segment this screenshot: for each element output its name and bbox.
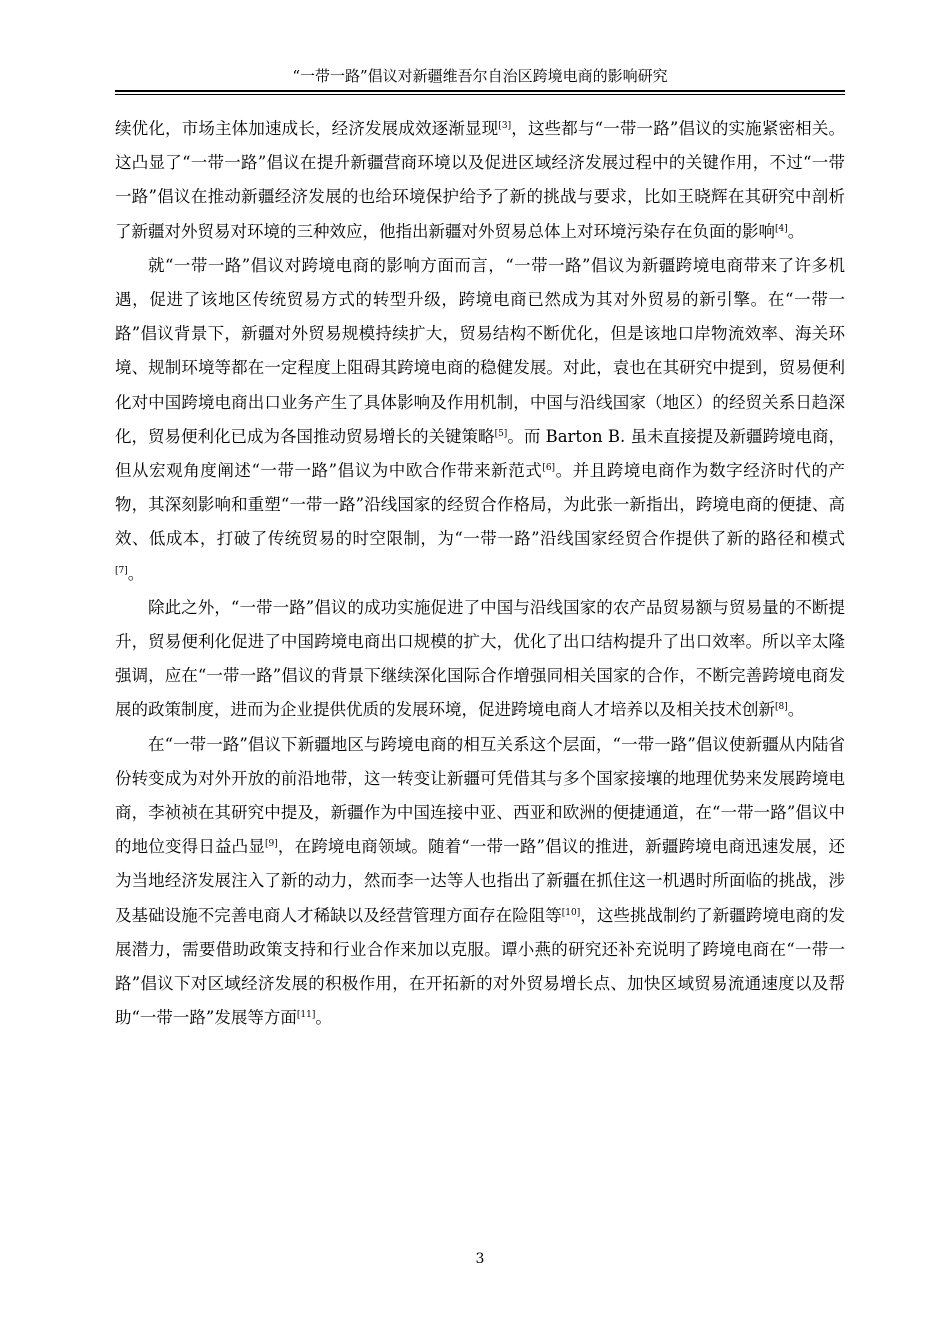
header-rule-thin	[115, 94, 845, 95]
citation-marker: [9]	[265, 839, 278, 850]
paragraph-text: 。并且跨境电商作为数字经济时代的产物，其深刻影响和重塑“一带一路”沿线国家的经贸合作格局，为此张一新指出，跨境电商的便捷、高效、低成本，打破了传统贸易的时空限制，为“一带一路”沿线国家经贸合作提供了新的路径和模式	[115, 461, 846, 549]
paragraph-text: 就“一带一路”倡议对跨境电商的影响方面而言，“一带一路”倡议为新疆跨境电商带来了许多机遇，促进了该地区传统贸易方式的转型升级，跨境电商已然成为其对外贸易的新引擎。在“一带一路”倡议背景下，新疆对外贸易规模持续扩大，贸易结构不断优化，但是该地口岸物流效率、海关环境、规制环境等都在一定程度上阻碍其跨境电商的稳健发展。对此，袁也在其研究中提到，贸易便利化对中国跨境电商出口业务产生了具体影响及作用机制，中国与沿线国家（地区）的经贸关系日趋深化，贸易便利化已成为各国推动贸易增长的关键策略	[115, 255, 845, 446]
running-header: “一带一路”倡议对新疆维吾尔自治区跨境电商的影响研究	[292, 67, 668, 85]
paragraph-text: 。而 Barton B. 虽未直接提及新疆跨境电商，但从宏观角度阐述“一带一路”倡议为中欧合作带来新范式	[115, 426, 845, 481]
paragraph-text: 。	[127, 563, 145, 583]
citation-marker: [8]	[775, 702, 788, 713]
paragraph	[115, 728, 845, 1036]
citation-marker: [3]	[498, 121, 512, 131]
body-text	[115, 112, 845, 1035]
paragraph-text: 除此之外，“一带一路”倡议的成功实施促进了中国与沿线国家的农产品贸易额与贸易量的不断提升，贸易便利化促进了中国跨境电商出口规模的扩大，优化了出口结构提升了出口效率。所以辛太隆强调，应在“一带一路”倡议的背景下继续深化国际合作增强同相关国家的合作，不断完善跨境电商发展的政策制度，进而为企业提供优质的发展环境，促进跨境电商人才培养以及相关技术创新	[115, 597, 845, 720]
paragraph-text: ，这些都与“一带一路”倡议的实施紧密相关。这凸显了“一带一路”倡议在提升新疆营商环境以及促进区域经济发展过程中的关键作用，不过“一带一路”倡议在推动新疆经济发展的也给环境保护给予了新的挑战与要求，比如王晓辉在其研究中剖析了新疆对外贸易对环境的三种效应，他指出新疆对外贸易总体上对环境污染存在负面的影响	[115, 119, 846, 241]
paragraph	[115, 249, 845, 591]
paragraph	[115, 112, 845, 249]
paragraph-text: ，这些挑战制约了新疆跨境电商的发展潜力，需要借助政策支持和行业合作来加以克服。谭小燕的研究还补充说明了跨境电商在“一带一路”倡议下对区域经济发展的积极作用，在开拓新的对外贸易增长点、加快区域贸易流通速度以及帮助“一带一路”发展等方面	[115, 905, 845, 1028]
citation-marker: [11]	[296, 1010, 316, 1021]
citation-marker: [4]	[775, 223, 788, 234]
paragraph-text: 在“一带一路”倡议下新疆地区与跨境电商的相互关系这个层面，“一带一路”倡议使新疆从内陆省份转变成为对外开放的前沿地带，这一转变让新疆可凭借其与多个国家接壤的地理优势来发展跨境电商，李祯祯在其研究中提及，新疆作为中国连接中亚、西亚和欧洲的便捷通道，在“一带一路”倡议中的地位变得日益凸显	[115, 734, 845, 857]
paragraph	[115, 591, 845, 728]
citation-marker: [6]	[542, 463, 556, 474]
citation-marker: [7]	[115, 565, 128, 576]
paragraph-text: 。	[787, 700, 805, 720]
paragraph-text: 。	[315, 1008, 332, 1028]
citation-marker: [10]	[561, 907, 581, 918]
header-rule-thick	[115, 90, 845, 92]
paragraph-text: 续优化，市场主体加速成长，经济发展成效逐渐显现	[115, 119, 499, 138]
paragraph-text: ，在跨境电商领域。随着“一带一路”倡议的推进，新疆跨境电商迅速发展，还为当地经济发展注入了新的动力，然而李一达等人也指出了新疆在抓住这一机遇时所面临的挑战，涉及基础设施不完善电商人才稀缺以及经营管理方面存在险阻等	[115, 837, 846, 925]
citation-marker: [5]	[494, 428, 508, 439]
page-number: 3	[475, 1251, 485, 1267]
paragraph-text: 。	[787, 221, 805, 241]
